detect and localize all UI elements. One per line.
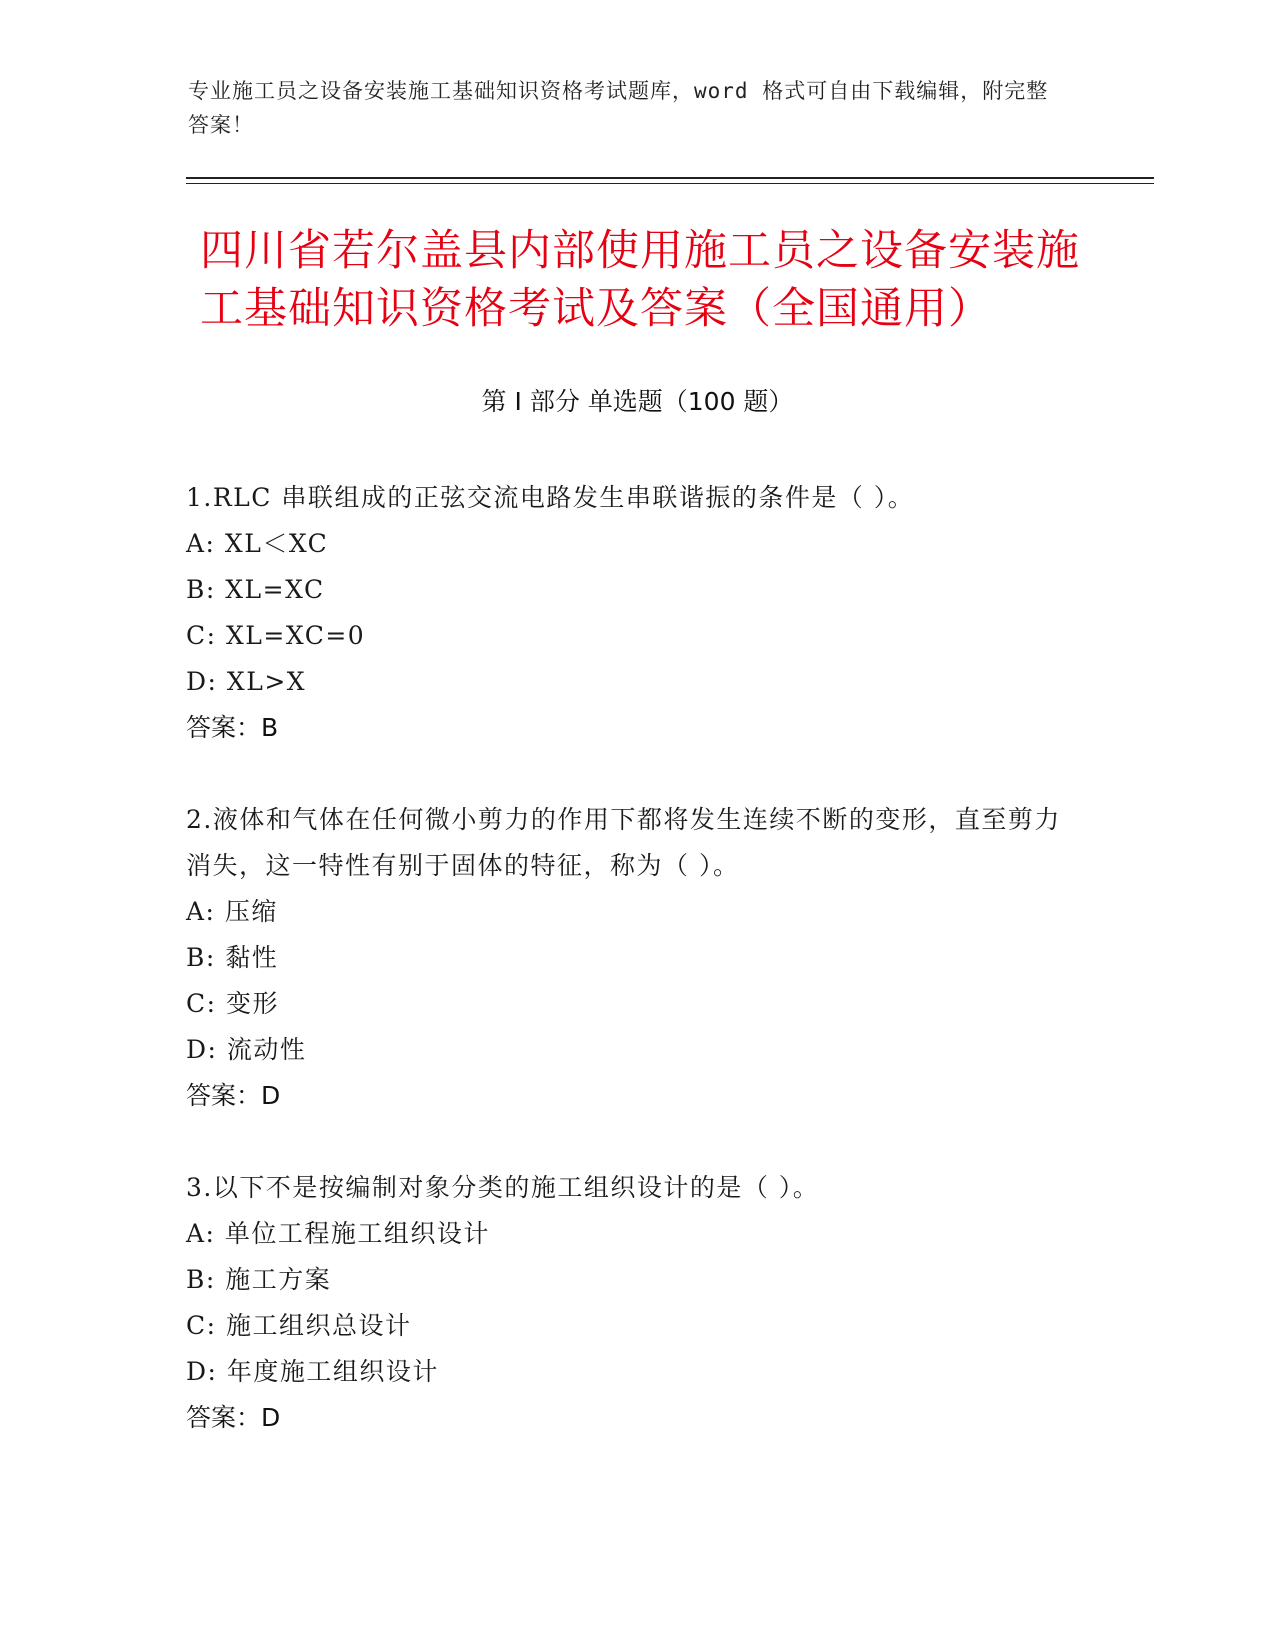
option-b: B: 黏性: [186, 943, 279, 972]
option-a: A: 压缩: [186, 897, 278, 926]
question-1: [186, 475, 1066, 751]
header-note: 专业施工员之设备安装施工基础知识资格考试题库，word 格式可自由下载编辑，附完整答案！: [188, 79, 1049, 137]
question-stem: 1.RLC 串联组成的正弦交流电路发生串联谐振的条件是（ ）。: [186, 483, 915, 512]
option-d: D: XL>X: [186, 667, 307, 696]
option-c: C: 变形: [186, 989, 279, 1018]
section-heading: 第 I 部分 单选题（100 题）: [481, 387, 794, 416]
option-b: B: XL=XC: [186, 575, 325, 604]
option-a: A: 单位工程施工组织设计: [186, 1219, 490, 1248]
question-stem: 2.液体和气体在任何微小剪力的作用下都将发生连续不断的变形，直至剪力消失，这一特性有别于固体的特征，称为（ ）。: [186, 805, 1061, 880]
option-b: B: 施工方案: [186, 1265, 332, 1294]
header-divider-thin: [186, 183, 1154, 184]
option-d: D: 流动性: [186, 1035, 307, 1064]
option-a: A: XL＜XC: [186, 529, 329, 558]
header-divider-thick: [186, 177, 1154, 179]
question-3: [186, 1165, 1066, 1441]
option-c: C: 施工组织总设计: [186, 1311, 412, 1340]
document-title: 四川省若尔盖县内部使用施工员之设备安装施工基础知识资格考试及答案（全国通用）: [200, 226, 1080, 334]
answer-line: 答案：D: [186, 1081, 281, 1110]
option-d: D: 年度施工组织设计: [186, 1357, 439, 1386]
question-stem: 3.以下不是按编制对象分类的施工组织设计的是（ ）。: [186, 1173, 820, 1202]
question-2: [186, 797, 1066, 1119]
option-c: C: XL=XC=0: [186, 621, 366, 650]
answer-line: 答案：D: [186, 1403, 281, 1432]
answer-line: 答案：B: [186, 713, 279, 742]
question-list: [186, 475, 1066, 1487]
